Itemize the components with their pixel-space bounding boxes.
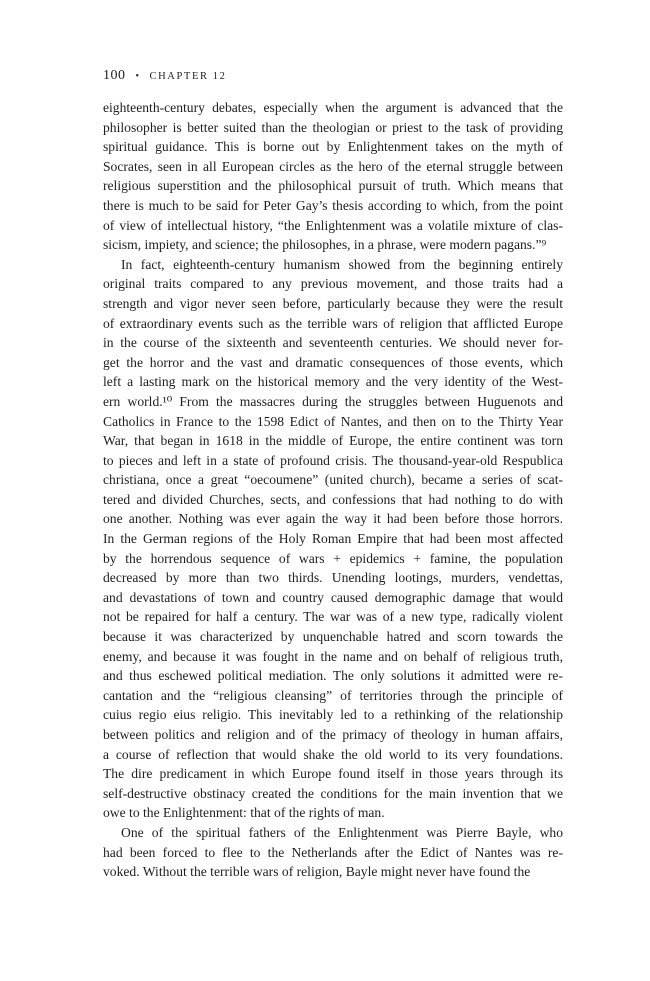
text-line: in the course of the sixteenth and seventeenth centuries. We should never for- xyxy=(103,335,563,351)
text-line: Catholics in France to the 1598 Edict of Nantes, and then on to the Thirty Year xyxy=(103,413,563,429)
separator-bullet: • xyxy=(135,71,140,82)
text-line: original traits compared to any previous movement, and those traits had a xyxy=(103,276,563,292)
text-line: philosopher is better suited than the theologian or priest to the task of providing xyxy=(103,119,563,135)
text-line: In fact, eighteenth-century humanism showed from the beginning entirely xyxy=(121,256,563,272)
text-line: to pieces and left in a state of profound crisis. The thousand-year-old Respublica xyxy=(103,452,563,468)
text-line: and devastations of town and country caused demographic damage that would xyxy=(103,589,563,605)
text-line: decreased by more than two thirds. Unending lootings, murders, vendettas, xyxy=(103,570,563,586)
page-number: 100 xyxy=(103,68,126,83)
text-line: had been forced to flee to the Netherlands after the Edict of Nantes was re- xyxy=(103,844,563,860)
text-line: religious superstition and the philosophical pursuit of truth. Which means that xyxy=(103,178,563,194)
body-text xyxy=(103,98,563,882)
text-line: ern world.¹⁰ From the massacres during the struggles between Huguenots and xyxy=(103,393,563,409)
text-line: enemy, and because it was fought in the name and on behalf of religious truth, xyxy=(103,648,563,664)
paragraph xyxy=(103,255,563,823)
text-line: there is much to be said for Peter Gay’s thesis according to which, from the point xyxy=(103,197,563,213)
text-line: not be repaired for half a century. The war was of a new type, radically violent xyxy=(103,609,563,625)
text-line: left a lasting mark on the historical memory and the very identity of the West- xyxy=(103,374,563,390)
paragraph xyxy=(103,823,563,882)
text-line: between politics and religion and of the primacy of theology in human affairs, xyxy=(103,727,563,742)
text-line: eighteenth-century debates, especially when the argument is advanced that the xyxy=(103,100,563,115)
text-line: strength and vigor never seen before, particularly because they were the result xyxy=(103,295,563,311)
text-line: tered and divided Churches, sects, and confessions that had nothing to do with xyxy=(103,491,563,507)
text-line: Socrates, seen in all European circles as the hero of the eternal struggle between xyxy=(103,158,563,174)
text-line: a course of reflection that would shake the old world to its very foundations. xyxy=(103,746,563,762)
text-line: of extraordinary events such as the terrible wars of religion that afflicted Europe xyxy=(103,315,563,331)
text-line: one another. Nothing was ever again the way it had been before those horrors. xyxy=(103,511,563,527)
text-line: cuius regio eius religio. This inevitably led to a rethinking of the relationship xyxy=(103,707,563,723)
text-line: War, that began in 1618 in the middle of Europe, the entire continent was torn xyxy=(103,433,563,449)
text-line: and thus eschewed political mediation. The only solutions it admitted were re- xyxy=(103,668,563,684)
chapter-label: CHAPTER 12 xyxy=(149,71,227,82)
text-line: christiana, once a great “oecoumene” (united church), became a series of scat- xyxy=(103,472,563,488)
text-line: The dire predicament in which Europe found itself in those years through its xyxy=(103,766,563,782)
running-head xyxy=(103,62,563,88)
book-page xyxy=(103,62,563,882)
paragraph xyxy=(103,98,563,255)
text-line: spiritual guidance. This is borne out by Enlightenment takes on the myth of xyxy=(103,139,563,155)
text-line: In the German regions of the Holy Roman Empire that had been most affected xyxy=(103,531,563,547)
text-line: cantation and the “religious cleansing” of territories through the principle of xyxy=(103,687,563,703)
text-line: by the horrendous sequence of wars + epidemics + famine, the population xyxy=(103,550,563,566)
text-line: owe to the Enlightenment: that of the rights of man. xyxy=(103,805,385,821)
text-line: get the horror and the vast and dramatic consequences of those events, which xyxy=(103,354,563,370)
text-line: because it was characterized by unquenchable hatred and scorn towards the xyxy=(103,629,563,645)
text-line: of view of intellectual history, “the Enlightenment was a volatile mixture of clas- xyxy=(103,217,563,233)
text-line: voked. Without the terrible wars of religion, Bayle might never have found the xyxy=(103,864,531,880)
text-line: self-destructive obstinacy created the conditions for the main invention that we xyxy=(103,785,563,801)
text-line: One of the spiritual fathers of the Enlightenment was Pierre Bayle, who xyxy=(121,824,563,840)
text-line: sicism, impiety, and science; the philosophes, in a phrase, were modern pagans.”⁹ xyxy=(103,237,547,253)
